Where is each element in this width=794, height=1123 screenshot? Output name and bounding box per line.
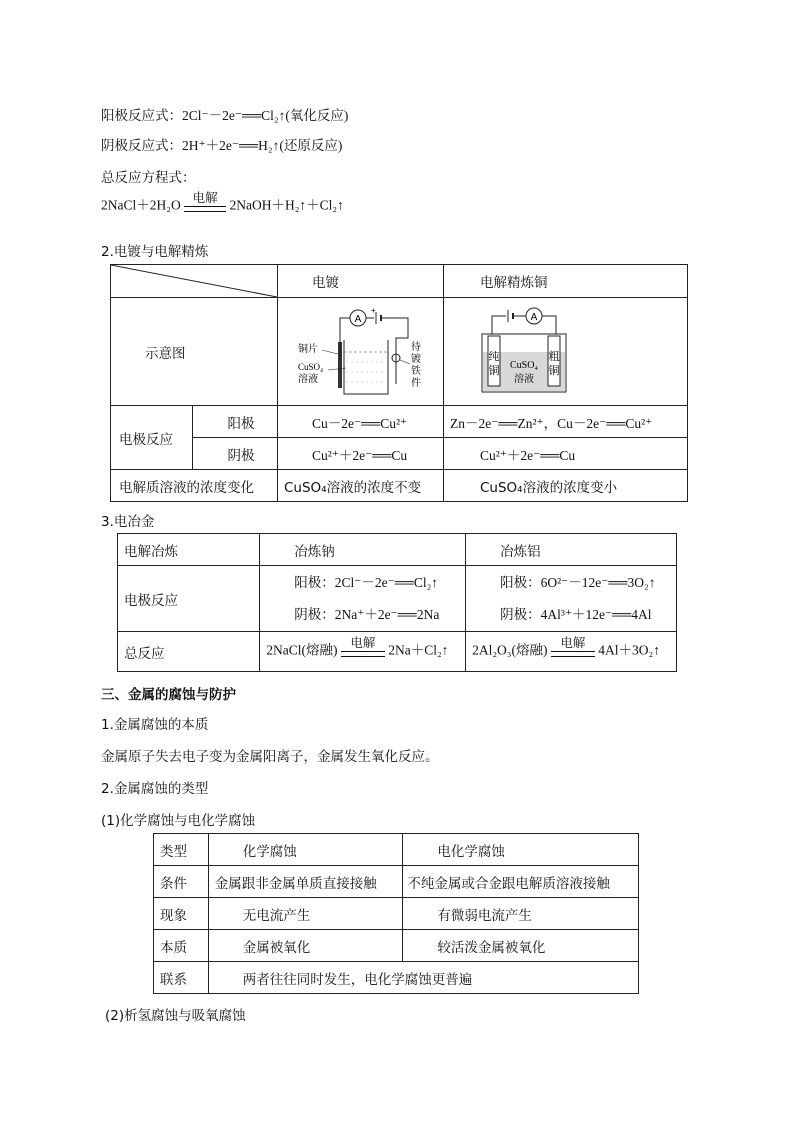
cathode-label: 阴极反应式： [101, 138, 182, 154]
row-conc-label: 电解质溶液的浓度变化 [111, 470, 278, 502]
col-sodium: 冶炼钠 [260, 534, 466, 566]
pure-copper-2: 铜 [488, 364, 500, 377]
cuso4-label-1: CuSO₄ [298, 362, 324, 372]
anode-reaction-line [101, 104, 348, 124]
section2-heading: 2.电镀与电解精炼 [101, 244, 209, 260]
sodium-arrow [341, 637, 385, 666]
row-total-label: 总反应 [118, 632, 260, 672]
plating-anode-eq: Cu－2e⁻══Cu²⁺ [278, 406, 444, 438]
section3-heading: 3.电冶金 [101, 514, 155, 530]
row-diagram-label: 示意图 [111, 298, 278, 406]
cathode-label-cell: 阴极 [193, 438, 278, 470]
aluminum-total-right: 4Al＋3O₂↑ [598, 642, 660, 658]
condition-label: 电解 [192, 191, 218, 205]
row-electrode-label-2: 电极反应 [118, 566, 260, 632]
aluminum-total-left: 2Al₂O₃(熔融) [472, 642, 548, 658]
corrosion-sub2-1: (1)化学腐蚀与电化学腐蚀 [101, 813, 256, 829]
anode-label-cell: 阳极 [193, 406, 278, 438]
sodium-reactions [260, 566, 466, 632]
h-echem: 电化学腐蚀 [403, 834, 639, 866]
iron-label-3: 铁 [411, 366, 421, 377]
anode-label: 阳极反应式： [101, 108, 182, 124]
crude-copper-2: 铜 [548, 364, 560, 377]
electrometallurgy-table [117, 533, 677, 672]
iron-label-4: 件 [411, 378, 421, 389]
sodium-total-left: 2NaCl(熔融) [266, 642, 338, 658]
svg-text:+: + [371, 306, 376, 315]
col-refining: 电解精炼铜 [444, 265, 688, 298]
ammeter-label-2: A [530, 312, 538, 323]
solution-label-1: 溶液 [298, 374, 318, 385]
r1-echem: 不纯金属或合金跟电解质溶液接触 [403, 866, 639, 898]
h-type: 类型 [154, 834, 209, 866]
refining-conc: CuSO₄溶液的浓度变小 [444, 470, 688, 502]
r2-label: 现象 [154, 898, 209, 930]
col-aluminum: 冶炼铝 [466, 534, 677, 566]
iron-label-2: 镀 [411, 354, 421, 365]
electrolysis-arrow [184, 192, 226, 221]
r2-echem: 有微弱电流产生 [403, 898, 639, 930]
sodium-anode: 阳极：2Cl⁻－2e⁻══Cl₂↑ [294, 574, 439, 590]
r2-chem: 无电流产生 [208, 898, 403, 930]
aluminum-total [466, 632, 677, 672]
refining-anode-eq: Zn－2e⁻══Zn²⁺，Cu－2e⁻══Cu²⁺ [444, 406, 688, 438]
corrosion-sub2-2: (2)析氢腐蚀与吸氧腐蚀 [105, 1008, 246, 1024]
r4-label: 联系 [154, 962, 209, 994]
sodium-condition: 电解 [350, 636, 376, 650]
corrosion-essence: 金属原子失去电子变为金属阳离子，金属发生氧化反应。 [101, 749, 439, 765]
corrosion-sub2: 2.金属腐蚀的类型 [101, 781, 209, 797]
refining-diagram [444, 298, 687, 405]
plating-cathode-eq: Cu²⁺＋2e⁻══Cu [278, 438, 444, 470]
r3-echem: 较活泼金属被氧化 [403, 930, 639, 962]
diagonal-header-cell [111, 265, 278, 298]
ammeter-label-1: A [354, 314, 362, 325]
aluminum-anode: 阳极：6O²⁻－12e⁻══3O₂↑ [500, 574, 656, 590]
anode-equation: 2Cl⁻－2e⁻══Cl₂↑(氧化反应) [182, 108, 349, 123]
aluminum-cathode: 阴极：4Al³⁺＋12e⁻══4Al [500, 606, 652, 622]
cuso4-label-2: CuSO₄ [510, 360, 538, 371]
corrosion-sub1: 1.金属腐蚀的本质 [101, 717, 209, 733]
plating-conc: CuSO₄溶液的浓度不变 [278, 470, 444, 502]
r1-label: 条件 [154, 866, 209, 898]
pure-copper-1: 纯 [488, 350, 500, 363]
plating-refining-table [110, 264, 688, 502]
sodium-total-right: 2Na＋Cl₂↑ [388, 642, 449, 658]
row-electrode-label: 电极反应 [111, 406, 193, 470]
iron-label-1: 待 [411, 342, 421, 353]
electroplating-diagram-cell [278, 298, 444, 406]
sodium-cathode: 阴极：2Na⁺＋2e⁻══2Na [294, 606, 440, 622]
total-reaction-equation [101, 192, 344, 221]
total-left: 2NaCl＋2H₂O [101, 197, 181, 213]
total-right: 2NaOH＋H₂↑＋Cl₂↑ [229, 197, 344, 213]
electroplating-diagram [278, 298, 443, 405]
total-reaction-label: 总反应方程式： [101, 170, 196, 186]
aluminum-reactions [466, 566, 677, 632]
crude-copper-1: 粗 [548, 350, 560, 363]
col-process: 电解冶炼 [118, 534, 260, 566]
r3-label: 本质 [154, 930, 209, 962]
refining-diagram-cell [444, 298, 688, 406]
corrosion-heading: 三、金属的腐蚀与防护 [101, 687, 236, 703]
refining-cathode-eq: Cu²⁺＋2e⁻══Cu [444, 438, 688, 470]
r4-text: 两者往往同时发生，电化学腐蚀更普遍 [208, 962, 638, 994]
corrosion-table [153, 833, 639, 994]
aluminum-condition: 电解 [560, 636, 586, 650]
col-electroplating: 电镀 [278, 265, 444, 298]
copper-plate-label: 铜片 [298, 344, 318, 355]
r3-chem: 金属被氧化 [208, 930, 403, 962]
r1-chem: 金属跟非金属单质直接接触 [208, 866, 403, 898]
cathode-reaction-line [101, 134, 342, 154]
aluminum-arrow [551, 637, 595, 666]
diagonal-line [111, 265, 277, 297]
cathode-equation: 2H⁺＋2e⁻══H₂↑(还原反应) [182, 138, 343, 153]
solution-label-2: 溶液 [514, 374, 534, 385]
h-chem: 化学腐蚀 [208, 834, 403, 866]
sodium-total [260, 632, 466, 672]
